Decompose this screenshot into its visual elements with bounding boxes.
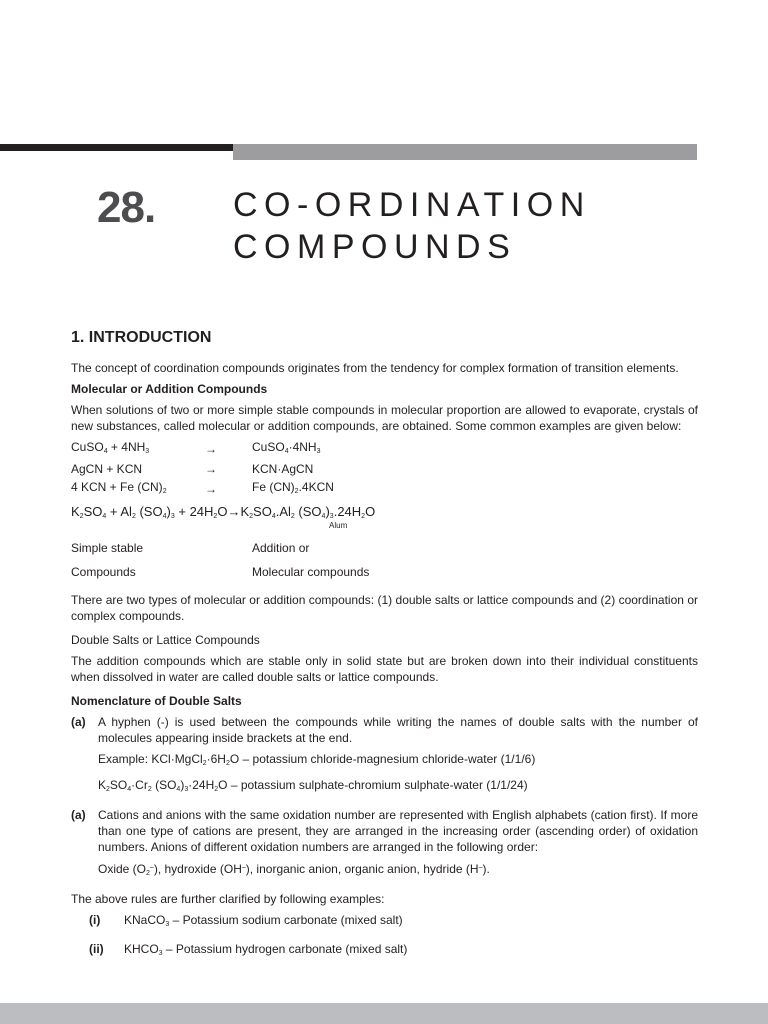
intro-paragraph: The concept of coordination compounds originates from the tendency for complex formation of transition elements. [71,361,679,375]
example-label: (i) [89,913,101,927]
page-content [71,326,698,966]
equation-product: $CuSO_4\cdot 4NH_3$ [252,439,321,455]
section-heading: 1. INTRODUCTION [71,329,212,346]
rule-example: Example: $KCl\cdot MgCl_2\cdot 6H_2O$ – potassium chloride-magnesium chloride-water (1/1/6) [98,752,536,767]
rule-body [98,807,698,887]
alum-equation: $K_2SO_4 + Al_2$ $(SO_4)_3 + 24H_2O\to K_2SO_4.Al_2$ $(SO_4)_3.24H_2O$ [71,504,376,520]
anion-order: Oxide $(O_2^-)$, hydroxide (OH–), inorganic anion, organic anion, hydride (H–). [98,862,490,877]
compound-labels [71,536,698,584]
label-row [71,560,698,584]
label-right: Molecular compounds [252,565,370,579]
examples-intro: The above rules are further clarified by following examples: [71,892,385,906]
equation-product: Fe $(CN)_2.4KCN$ [252,479,334,495]
reaction-arrow: → [205,482,217,496]
alum-label: Alum [329,521,348,530]
chapter-number: 28. [97,183,156,232]
equation-reactants: CuSO$_4$ + $4NH_3$ [71,439,150,455]
equation-row [71,479,698,499]
molecular-paragraph: When solutions of two or more simple stable compounds in molecular proportion are allowed to evaporate, crystals of new substances, called molecular or addition compounds, are obtained. Some common examples are given below: [71,403,698,433]
rule-label: (a) [71,715,86,729]
example-item [89,912,698,933]
double-salts-paragraph: The addition compounds which are stable only in solid state but are broken down into their individual constituents when dissolved in water are called double salts or lattice compounds. [71,654,698,684]
rule-item [71,714,698,803]
label-left: Simple stable [71,541,144,555]
example-text: KNaCO$_3$ – Potassium sodium carbonate (mixed salt) [124,913,403,928]
equation-reactants: AgCN + KCN [71,462,143,476]
equation-row [71,459,698,479]
double-salts-heading: Double Salts or Lattice Compounds [71,633,260,647]
examples-list [71,912,698,962]
equation-reactants: 4 KCN + Fe $(CN)_2$ [71,479,167,495]
molecular-heading: Molecular or Addition Compounds [71,382,268,396]
rule-body [98,714,698,803]
example-text: $KHCO_3$ – Potassium hydrogen carbonate (mixed salt) [124,942,408,957]
rule-text: Cations and anions with the same oxidation number are represented with English alphabets (cation first). If more than one type of cations are present, they are arranged in the increasing order (ascending order) of oxidation numbers. Anions of different oxidation numbers are arranged in the following order: [98,808,698,854]
types-paragraph: There are two types of molecular or addition compounds: (1) double salts or lattice compounds and (2) coordination or complex compounds. [71,593,698,623]
rule-label: (a) [71,808,86,822]
equation-list [71,439,698,499]
label-right: Addition or [252,541,310,555]
label-left: Compounds [71,565,136,579]
equation-row [71,439,698,459]
equation-product: KCN·AgCN [252,462,314,476]
reaction-arrow: → [205,462,217,476]
header-bar-gray [233,144,697,160]
example-label: (ii) [89,942,104,956]
rule-item [71,807,698,887]
example-item [89,941,698,962]
label-row [71,536,698,560]
rule-text: A hyphen (-) is used between the compounds while writing the names of double salts with the number of molecules appearing inside brackets at the end. [98,715,698,745]
chapter-title [233,184,703,268]
chapter-title-line2: COMPOUNDS [233,228,517,266]
reaction-arrow: → [205,442,217,456]
nomenclature-heading: Nomenclature of Double Salts [71,694,242,708]
header-bar-dark [0,144,233,151]
chapter-title-line1: CO-ORDINATION [233,186,591,224]
rule-example: $K_2SO_4\cdot Cr_2$ $(SO_4)_3\cdot 24H_2O$ – potassium sulphate-chromium sulphate-water (1/1/24) [98,778,528,793]
footer-bar [0,1003,768,1024]
